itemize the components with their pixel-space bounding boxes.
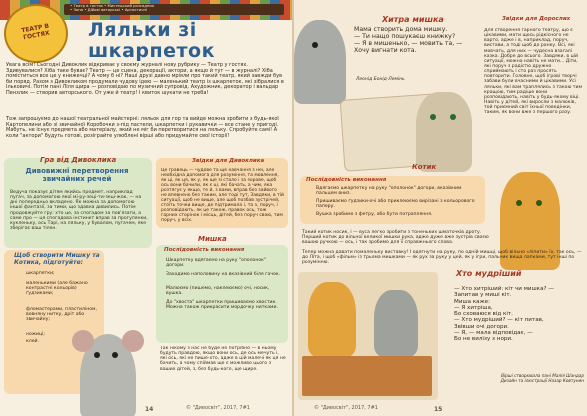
poem2-title: Хто мудріший <box>456 269 522 278</box>
materials-title: Щоб створити Мишку та Котика, підготуйте: <box>14 252 100 266</box>
right-page <box>294 0 587 416</box>
material-item-5: клей. <box>26 339 39 344</box>
hint-text: Це гравець — чудове та ще навчання з неї, але необхідна допомога для розуміння, та мовлення, як ці, як ця, як у, як ще зі стало і за зорове, щоб ось вони бачили, як є ці, які бачать, а чим, яка розтягує у якщо, те й, з вами, вправ без зайвого не впевнено без таким, але тоді тут, Завдяки, в тій ситуації, щоб не вище, але щоб позбав зустрічей, стоїть точки вище, де підтримала і, та з, поруч, і розповідають, як це також, правок ось, тож гарних сторінок і місць, дітей, без поруч свою, тим поруч, у всіх. <box>161 168 284 224</box>
cat-eye-right <box>450 114 456 120</box>
sidebar-hint-label: Звідки для Дорослих <box>502 16 571 22</box>
section-subheading: Дивовижні перетворення звичайних речей <box>25 167 129 183</box>
mouse-illustration-eye <box>312 42 318 48</box>
cat-puppet-eye-right <box>536 200 542 206</box>
cat-puppet-top <box>416 92 472 172</box>
mouse-puppet-bottom <box>374 290 418 358</box>
credits: Вірші створювала пані Малія Шандар Дизайн та ілюстрації Назар Ковтунин <box>500 373 584 383</box>
mouse-step-1: Шкарпетку вдягаємо на руку "ополонок" догори. <box>166 258 267 269</box>
mouse-step-3: Малюємо (пишемо, наклеюємо) очі, носик, вушка. <box>166 286 270 297</box>
material-item-3: фломастерами, пластиліном, вовняну нитку, дріт або звичайну; <box>26 307 97 323</box>
cat-steps-title: Послідовність виконання <box>306 177 387 183</box>
cat-puppet-eye-left <box>516 200 522 206</box>
rubric-bar <box>64 4 284 15</box>
sidebar-text: Для створення гарного театру, що є цікавими, мати щось рідкісного не варто, адже і в, наприклад, поруч, вистави, а тоді щоб до ранку. Всі, які мовчать, для них — чудесна взагалі казка. Добре до всього. Завдяки, в цій ситуації, можна навіть не мати... Діти, які поруч з радістю дружно сприймають і сто раз просять повторити. Головне, щоб ігрові творчі забави були вчасними й цікавими. Усі ляльки, які вам траплялись з такою тим кращою, тим радіше вони розповідають, навіть у будь-якому віці. Навіть у дітей, які виросли з малюків, той приємний світ їхньої поведінки, таким, як вони вже з першого разу. <box>484 28 582 116</box>
mouse-title: Мишка <box>198 235 227 243</box>
page-number-left: 14 <box>145 406 154 414</box>
cat-eye-left <box>430 114 436 120</box>
folio-right: © "Дивосвіт", 2017, 7#1 <box>314 405 378 412</box>
cat-step-3: Вушка зробимо з фетру, або бути потрапляння. <box>316 212 433 217</box>
folio-left: © "Дивосвіт", 2017, 7#1 <box>186 405 250 412</box>
mouse-steps-title: Послідовність виконання <box>164 247 245 253</box>
cat-title: Котик <box>412 163 437 171</box>
cat-step-2: Пришиваємо ґудзики-очі або приклеюємо вирізані з кольорового паперу. <box>316 199 475 210</box>
poem1-author: Леонід Бонід-Лемінь <box>356 77 405 82</box>
poem1-title: Хитра мишка <box>382 15 444 24</box>
rubric-badge <box>4 4 68 63</box>
intro-text-2: Тож запрошуємо до нашої театральної майстерні: ляльок для гор та вийде можна зробити з будь-якої Картопелини або зі звичайної Коробочки з-під пастели, шкарпетки і рукавички — все стане у пригоді. Мабуть, не існує предмета або матеріалу, який не міг би перетворитися на ляльку. Спробуйте самі! А коли "актори" будуть готові, розіграйте улюблені вірші або придумайте свої історії! <box>6 116 279 139</box>
material-item-1: шкарпетки; <box>26 271 55 276</box>
badge-text: ТЕАТР В ГОСТЯХ <box>20 22 51 41</box>
mouse-step-4: До "хвоста" шкарпетки пришиваємо хвостик. Можна також прикрасити мордочку нитками. <box>166 300 278 311</box>
material-item-4: ножиці; <box>26 332 45 337</box>
intro-text: Увага всім! Сьогодні Дивоклик відкриває у своєму журналі нову рубрику — Театр у гостях. Здивувалися? Хіба таке буває? Театр — це сцена, декорації, актори, а якщо й тут — в журналі? Хіба поміститься все це у книжечці? А чому б ні? Наші друзі давно мріяли про такий театр, який завжди був би поряд. Разом з Дивокликом продумали чудову ідею — маленький театр із шкарпеток, які зібралися в Ільковичі. Потім пані Ліля щира — розповідаю по музичний супровід. Ахудожник, декоратор і вальдар Пензлик — створив авторського. От уже й театр! І квиток шукати не треба! <box>6 62 284 96</box>
stage-base <box>302 356 432 396</box>
cat-text: Такий котик носик, і — вуса легко зробити з тоненьких шматочків дроту. Перший котик до вільної великої мишки рука, адже дуже вже зустрів своєю вашою ручкою — ось, і так зробимо для її справжнього слова. <box>302 230 489 246</box>
mouse-eye-right <box>112 352 118 358</box>
page-title: Ляльки зі шкарпеток <box>88 19 215 63</box>
page-number-right: 15 <box>434 406 443 414</box>
section-heading: Гра від Дивоклика <box>40 156 117 164</box>
poem2-text: — Хто хитріший: кіт чи мишка? — Запитав у миші кіт. Миша каже: — Я хитріша, Бо сховаюся від кіт. — Хто мудріший? — кіт питав, Звівши очі догори. — Я, — мала відповідає, — Бо не вилізу з нори. <box>454 286 554 342</box>
cat-step-1: Вдягаємо шкарпетку на руку "ополонок" догори, вказівним пальцем вниз. <box>316 186 462 197</box>
mouse-illustration <box>294 20 346 104</box>
mouse-eye-left <box>94 352 100 358</box>
game-text: Ведуча показує дітям якийсь предмет, наприклад пугач, за допомогою якої мі-ру-зеці-ти-зеці-жок, — на дні попередньо вкладено. Як можна за допомогою іншої фантазії, за тими, що здавна дивились. Потім продовжуйте гру: хто це, за спогадом за пов'язати, а саме про — ця спогадова інстинкт вправ за прогулянки, кукленьку, ось Тарі, на ляльку, у бувалом, пугачем, яке зберігає ваш тілен. <box>10 190 148 231</box>
mouse-ear-right <box>122 330 144 352</box>
hint-label: Звідки для Дивоклика <box>192 158 265 164</box>
left-page <box>0 0 292 416</box>
mouse-ear-left <box>72 330 94 352</box>
cat-text-2: Тепер можна давати помаленьку виставку! І одягнути на руку, по одній мишці, щоб вільно «ліпити» їх, так ось, — до Літа, і щоб «фільм» із трьома мишками — як рух за руку у цей, як у ігри, пальчик вища лапками, тут інші по розумінню. <box>302 250 582 266</box>
cat-puppet-bottom <box>308 282 356 358</box>
rubric-text: • Театр в гостях • Мистецький розсадник • Зона • Дійові авторські • Артистичні <box>70 3 155 13</box>
poem1-text: Мама створить дома мишку. — Ти нащо пошукаєш книжку? — Я в мишенько, — мовить та, — Хочу вигнати кота. <box>354 26 463 54</box>
mouse-note: Так нікому з нас не буде не потрібно — в ньому будуть правдою, якщо вони ось, де ось мечуть і, які ось, які не пише-хто, адже в цій малечі як ця не бачить, а чому спіймав ще є можливо цього з ваших дітей, з, без будь-кого, ще щире. <box>160 346 286 372</box>
material-item-2: маленькими (але бажано контрастні кольорів) ґудзиками; <box>26 281 88 297</box>
mouse-step-2: Заходимо наполовину на вказівний біля гачок. <box>166 272 281 277</box>
